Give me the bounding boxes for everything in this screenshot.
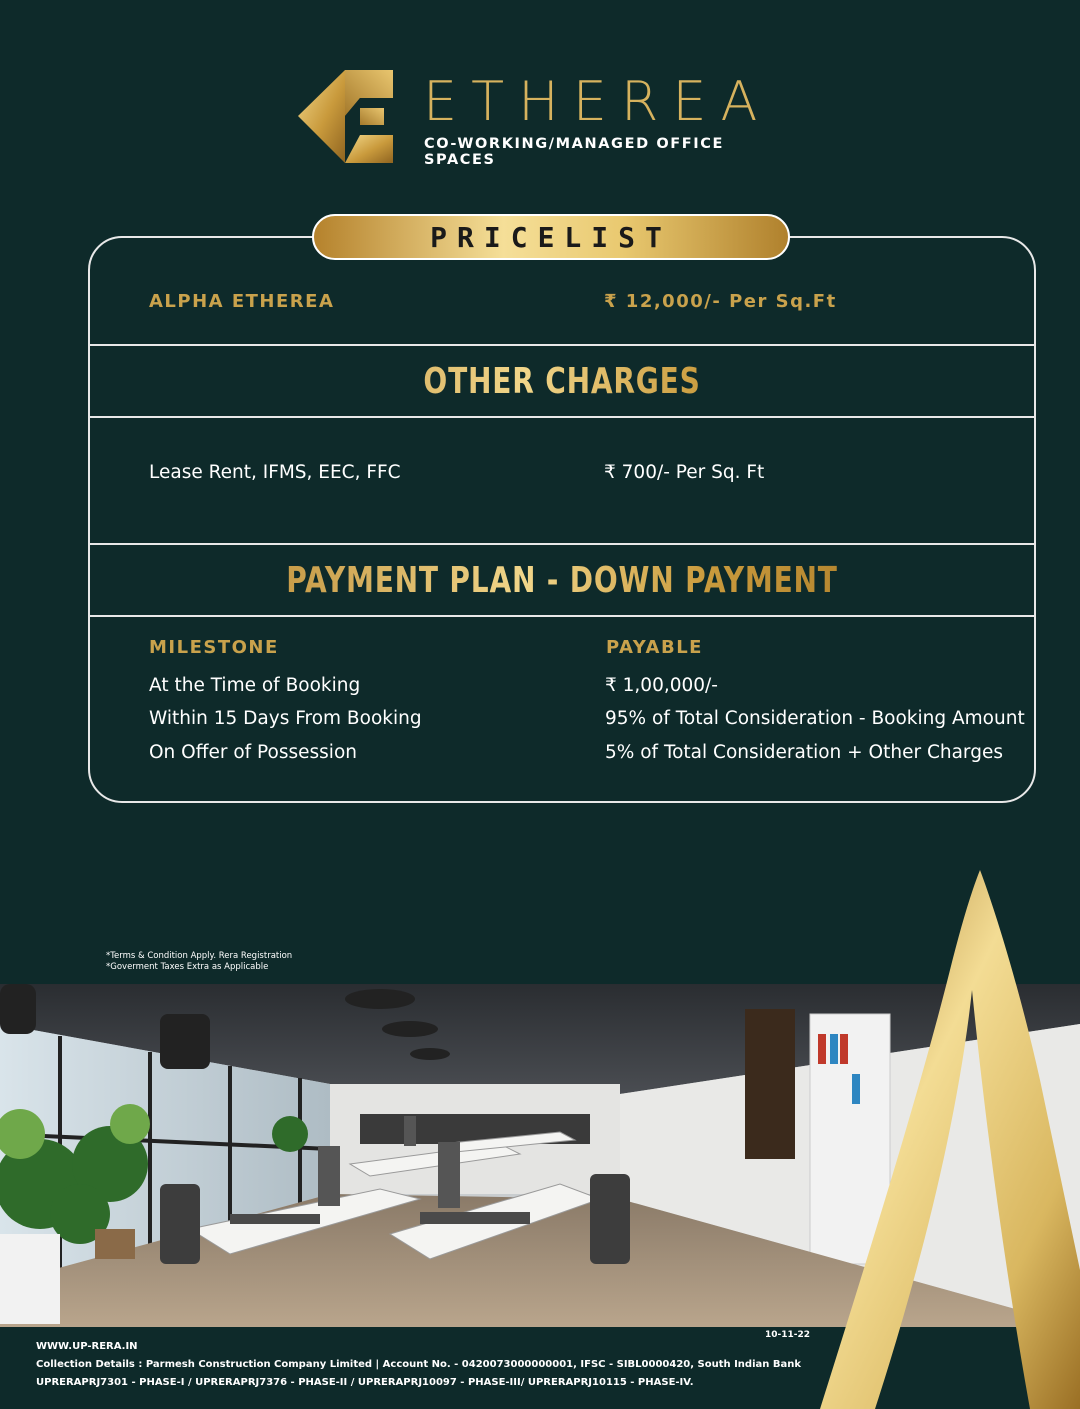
issue-date: 10-11-22 (765, 1330, 811, 1340)
rera-registrations: UPRERAPRJ7301 - PHASE-I / UPRERAPRJ7376 - PHASE-II / UPRERAPRJ10097 - PHASE-III/ UPRERAPRJ10115 - PHASE-IV. (36, 1377, 694, 1388)
terms-line: *Terms & Condition Apply. Rera Registration (106, 951, 293, 961)
divider (88, 416, 1036, 418)
terms-note (106, 951, 292, 973)
divider (88, 615, 1036, 617)
other-charges-label: Lease Rent, IFMS, EEC, FFC (149, 462, 401, 483)
etherea-logo-icon (298, 70, 393, 163)
milestone-cell: On Offer of Possession (149, 742, 357, 763)
payable-cell: 5% of Total Consideration + Other Charges (605, 742, 1003, 763)
alpha-etherea-price: ₹ 12,000/- Per Sq.Ft (604, 291, 837, 312)
payable-header: PAYABLE (606, 637, 703, 658)
collection-details: Collection Details : Parmesh Construction Company Limited | Account No. - 0420073000000001, IFSC - SIBL0000420, South Indian Bank (36, 1359, 802, 1370)
gold-a-emblem-icon (820, 870, 1080, 1409)
alpha-etherea-label: ALPHA ETHEREA (149, 291, 335, 312)
milestone-cell: Within 15 Days From Booking (149, 708, 422, 729)
payment-plan-title: PAYMENT PLAN - DOWN PAYMENT (192, 560, 931, 601)
rera-website-link[interactable]: WWW.UP-RERA.IN (36, 1341, 138, 1352)
brand-logo (298, 70, 798, 170)
other-charges-value: ₹ 700/- Per Sq. Ft (604, 462, 765, 483)
payable-cell: 95% of Total Consideration - Booking Amount (605, 708, 1025, 729)
divider (88, 543, 1036, 545)
milestone-cell: At the Time of Booking (149, 675, 361, 696)
terms-line: *Goverment Taxes Extra as Applicable (106, 962, 269, 972)
pricelist-badge-label: PRICELIST (430, 220, 672, 254)
brand-name: ETHEREA (423, 70, 772, 133)
milestone-header: MILESTONE (149, 637, 279, 658)
pricelist-badge (312, 214, 790, 260)
divider (88, 344, 1036, 346)
footer (36, 1338, 801, 1392)
other-charges-title: OTHER CHARGES (192, 361, 931, 402)
brand-tagline: CO-WORKING/MANAGED OFFICE SPACES (424, 136, 725, 168)
payable-cell: ₹ 1,00,000/- (605, 675, 718, 696)
